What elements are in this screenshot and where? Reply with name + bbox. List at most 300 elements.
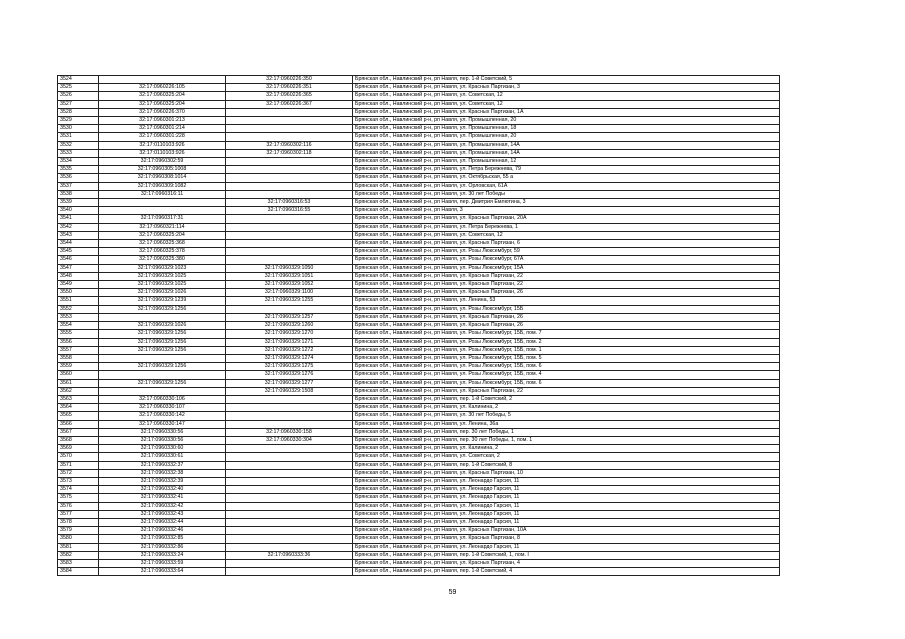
address-cell: Брянская обл., Навлинский р-н, рп Навля, пер. Дмитрия Емлютина, 3 (353, 199, 780, 207)
object-number-cell: 32:17:0960316:53 (226, 199, 353, 207)
row-number-cell: 3565 (58, 412, 99, 420)
address-cell: Брянская обл., Навлинский р-н, рп Навля, ул. Розы Люксембург, 15Б, пом. 4 (353, 371, 780, 379)
table-row (58, 543, 780, 551)
address-cell: Брянская обл., Навлинский р-н, рп Навля, ул. Красных Партизан, 3 (353, 84, 780, 92)
row-number-cell: 3566 (58, 420, 99, 428)
parcel-number-cell: 32:17:0960330:61 (99, 453, 226, 461)
row-number-cell: 3568 (58, 436, 99, 444)
table-row (58, 141, 780, 149)
address-cell: Брянская обл., Навлинский р-н, рп Навля, ул. Красных Партизан, 10 (353, 469, 780, 477)
object-number-cell (226, 559, 353, 567)
object-number-cell: 32:17:0960226:367 (226, 100, 353, 108)
address-cell: Брянская обл., Навлинский р-н, рп Навля, ул. Розы Люксембург, 15Б, пом. 2 (353, 338, 780, 346)
row-number-cell: 3540 (58, 207, 99, 215)
object-number-cell (226, 133, 353, 141)
row-number-cell: 3553 (58, 313, 99, 321)
page-number: 59 (448, 589, 457, 596)
row-number-cell: 3563 (58, 395, 99, 403)
object-number-cell: 32:17:0960329:1255 (226, 297, 353, 305)
table-row (58, 371, 780, 379)
object-number-cell: 32:17:0960329:1052 (226, 281, 353, 289)
row-number-cell: 3545 (58, 248, 99, 256)
address-cell: Брянская обл., Навлинский р-н, рп Навля, ул. Промышленная, 14А (353, 141, 780, 149)
parcel-number-cell (99, 199, 226, 207)
table-row (58, 158, 780, 166)
table-row (58, 313, 780, 321)
address-cell: Брянская обл., Навлинский р-н, рп Навля, пер. 1-й Советский, 5 (353, 76, 780, 84)
parcel-number-cell: 32:17:0960329:1023 (99, 264, 226, 272)
parcel-number-cell: 32:17:0960332:43 (99, 510, 226, 518)
address-cell: Брянская обл., Навлинский р-н, рп Навля, ул. Розы Люксембург, 15Б, пом. 6 (353, 379, 780, 387)
table-row (58, 149, 780, 157)
row-number-cell: 3584 (58, 568, 99, 576)
parcel-number-cell: 32:17:0110103:926 (99, 141, 226, 149)
parcel-number-cell: 32:17:0960321:114 (99, 223, 226, 231)
table-row (58, 108, 780, 116)
parcel-number-cell (99, 207, 226, 215)
parcel-number-cell: 32:17:0960316:11 (99, 190, 226, 198)
object-number-cell (226, 461, 353, 469)
object-number-cell: 32:17:0960329:1100 (226, 289, 353, 297)
row-number-cell: 3556 (58, 338, 99, 346)
parcel-number-cell: 32:17:0960332:86 (99, 543, 226, 551)
table-row (58, 477, 780, 485)
address-cell: Брянская обл., Навлинский р-н, рп Навля, 3 (353, 207, 780, 215)
row-number-cell: 3562 (58, 387, 99, 395)
row-number-cell: 3524 (58, 76, 99, 84)
row-number-cell: 3539 (58, 199, 99, 207)
table-row (58, 231, 780, 239)
table-row (58, 215, 780, 223)
row-number-cell: 3548 (58, 272, 99, 280)
table-row (58, 494, 780, 502)
parcel-number-cell: 32:17:0960332:38 (99, 469, 226, 477)
parcel-number-cell: 32:17:0960330:56 (99, 436, 226, 444)
address-cell: Брянская обл., Навлинский р-н, рп Навля, ул. Красных Партизан, 22 (353, 272, 780, 280)
table-row (58, 76, 780, 84)
parcel-number-cell (99, 387, 226, 395)
parcel-number-cell: 32:17:0960329:1256 (99, 346, 226, 354)
table-row (58, 420, 780, 428)
parcel-number-cell: 32:17:0960332:46 (99, 527, 226, 535)
table-row (58, 223, 780, 231)
parcel-number-cell: 32:17:0960330:107 (99, 404, 226, 412)
object-number-cell: 32:17:0960330:304 (226, 436, 353, 444)
row-number-cell: 3573 (58, 477, 99, 485)
parcel-number-cell: 32:17:0960329:1256 (99, 305, 226, 313)
table-row (58, 502, 780, 510)
object-number-cell (226, 240, 353, 248)
address-cell: Брянская обл., Навлинский р-н, рп Навля, ул. Советская, 12 (353, 92, 780, 100)
row-number-cell: 3567 (58, 428, 99, 436)
address-cell: Брянская обл., Навлинский р-н, рп Навля, ул. Леонардо Гарсия, 11 (353, 494, 780, 502)
table-row (58, 445, 780, 453)
parcel-number-cell: 32:17:0960329:1025 (99, 281, 226, 289)
parcel-number-cell: 32:17:0960226:105 (99, 84, 226, 92)
object-number-cell (226, 256, 353, 264)
address-cell: Брянская обл., Навлинский р-н, рп Навля, ул. Советская, 2 (353, 453, 780, 461)
table-row (58, 207, 780, 215)
parcel-number-cell (99, 354, 226, 362)
address-cell: Брянская обл., Навлинский р-н, рп Навля, ул. Розы Люксембург, 15Б, пом. 7 (353, 330, 780, 338)
row-number-cell: 3583 (58, 559, 99, 567)
object-number-cell: 32:17:0960329:1051 (226, 272, 353, 280)
row-number-cell: 3543 (58, 231, 99, 239)
table-row (58, 240, 780, 248)
address-cell: Брянская обл., Навлинский р-н, рп Навля, ул. 30 лет Победы (353, 190, 780, 198)
table-row (58, 84, 780, 92)
object-number-cell: 32:17:0960329:1050 (226, 264, 353, 272)
row-number-cell: 3547 (58, 264, 99, 272)
parcel-number-cell: 32:17:0960325:204 (99, 100, 226, 108)
table-row (58, 92, 780, 100)
object-number-cell (226, 117, 353, 125)
parcel-number-cell (99, 76, 226, 84)
object-number-cell: 32:17:0960302:118 (226, 149, 353, 157)
table-row (58, 527, 780, 535)
address-cell: Брянская обл., Навлинский р-н, рп Навля, ул. Красных Партизан, 10А (353, 527, 780, 535)
address-cell: Брянская обл., Навлинский р-н, рп Навля, ул. Красных Партизан, 22 (353, 281, 780, 289)
parcel-number-cell: 32:17:0960329:1256 (99, 363, 226, 371)
object-number-cell (226, 231, 353, 239)
table-row (58, 461, 780, 469)
parcel-number-cell: 32:17:0960226:370 (99, 108, 226, 116)
parcel-number-cell: 32:17:0960329:1256 (99, 379, 226, 387)
table-row (58, 174, 780, 182)
object-number-cell: 32:17:0960316:55 (226, 207, 353, 215)
row-number-cell: 3538 (58, 190, 99, 198)
object-number-cell (226, 477, 353, 485)
address-cell: Брянская обл., Навлинский р-н, рп Навля, ул. Красных Партизан, 8 (353, 535, 780, 543)
object-number-cell (226, 453, 353, 461)
object-number-cell: 32:17:0960329:1270 (226, 330, 353, 338)
row-number-cell: 3532 (58, 141, 99, 149)
object-number-cell: 32:17:0960329:1275 (226, 363, 353, 371)
parcel-number-cell: 32:17:0960332:39 (99, 477, 226, 485)
row-number-cell: 3574 (58, 486, 99, 494)
parcel-number-cell: 32:17:0960329:1026 (99, 289, 226, 297)
address-cell: Брянская обл., Навлинский р-н, рп Навля, ул. Промышленная, 20 (353, 133, 780, 141)
row-number-cell: 3578 (58, 518, 99, 526)
address-cell: Брянская обл., Навлинский р-н, рп Навля, ул. Красных Партизан, 1А (353, 108, 780, 116)
row-number-cell: 3529 (58, 117, 99, 125)
object-number-cell (226, 215, 353, 223)
object-number-cell: 32:17:0960329:1260 (226, 322, 353, 330)
table-row (58, 428, 780, 436)
parcel-number-cell: 32:17:0110103:926 (99, 149, 226, 157)
row-number-cell: 3581 (58, 543, 99, 551)
object-number-cell: 32:17:0960329:1272 (226, 346, 353, 354)
object-number-cell (226, 108, 353, 116)
table-row (58, 338, 780, 346)
address-cell: Брянская обл., Навлинский р-н, рп Навля, ул. Орловская, 61А (353, 182, 780, 190)
table-row (58, 125, 780, 133)
address-cell: Брянская обл., Навлинский р-н, рп Навля, ул. Калинина, 2 (353, 445, 780, 453)
row-number-cell: 3555 (58, 330, 99, 338)
object-number-cell (226, 404, 353, 412)
row-number-cell: 3533 (58, 149, 99, 157)
object-number-cell (226, 158, 353, 166)
table-row (58, 330, 780, 338)
address-cell: Брянская обл., Навлинский р-н, рп Навля, ул. Красных Партизан, 22 (353, 387, 780, 395)
address-cell: Брянская обл., Навлинский р-н, рп Навля, пер. 1-й Советский, 4 (353, 568, 780, 576)
address-cell: Брянская обл., Навлинский р-н, рп Навля, ул. Промышленная, 20 (353, 117, 780, 125)
address-cell: Брянская обл., Навлинский р-н, рп Навля, ул. Советская, 12 (353, 100, 780, 108)
address-cell: Брянская обл., Навлинский р-н, рп Навля, ул. Розы Люксембург, 15Б, пом. 6 (353, 363, 780, 371)
table-row (58, 387, 780, 395)
address-cell: Брянская обл., Навлинский р-н, рп Навля, ул. Промышленная, 12 (353, 158, 780, 166)
parcel-number-cell: 32:17:0960332:37 (99, 461, 226, 469)
address-cell: Брянская обл., Навлинский р-н, рп Навля, ул. Розы Люксембург, 15А (353, 264, 780, 272)
object-number-cell (226, 420, 353, 428)
object-number-cell (226, 182, 353, 190)
row-number-cell: 3572 (58, 469, 99, 477)
row-number-cell: 3569 (58, 445, 99, 453)
object-number-cell: 32:17:0960226:351 (226, 84, 353, 92)
parcel-number-cell: 32:17:0960333:59 (99, 559, 226, 567)
parcel-number-cell: 32:17:0960325:204 (99, 92, 226, 100)
row-number-cell: 3544 (58, 240, 99, 248)
row-number-cell: 3526 (58, 92, 99, 100)
parcel-number-cell (99, 313, 226, 321)
parcel-number-cell: 32:17:0960332:40 (99, 486, 226, 494)
table-row (58, 379, 780, 387)
table-row (58, 199, 780, 207)
table-row (58, 264, 780, 272)
object-number-cell (226, 305, 353, 313)
address-cell: Брянская обл., Навлинский р-н, рп Навля, ул. Промышленная, 14А (353, 149, 780, 157)
parcel-number-cell: 32:17:0960330:56 (99, 428, 226, 436)
address-cell: Брянская обл., Навлинский р-н, рп Навля, ул. Петра Бережнева, 1 (353, 223, 780, 231)
row-number-cell: 3550 (58, 289, 99, 297)
object-number-cell (226, 174, 353, 182)
parcel-number-cell: 32:17:0960329:1239 (99, 297, 226, 305)
row-number-cell: 3576 (58, 502, 99, 510)
table-row (58, 486, 780, 494)
object-number-cell (226, 535, 353, 543)
object-number-cell (226, 502, 353, 510)
row-number-cell: 3561 (58, 379, 99, 387)
address-cell: Брянская обл., Навлинский р-н, рп Навля, ул. Леонардо Гарсия, 11 (353, 518, 780, 526)
address-cell: Брянская обл., Навлинский р-н, рп Навля, ул. Леонардо Гарсия, 11 (353, 502, 780, 510)
table-row (58, 322, 780, 330)
object-number-cell: 32:17:0960329:1508 (226, 387, 353, 395)
parcel-number-cell: 32:17:0960305:1008 (99, 166, 226, 174)
address-cell: Брянская обл., Навлинский р-н, рп Навля, ул. Розы Люксембург, 59 (353, 248, 780, 256)
address-cell: Брянская обл., Навлинский р-н, рп Навля, пер. 1-й Советский, 8 (353, 461, 780, 469)
object-number-cell: 32:17:0960329:1277 (226, 379, 353, 387)
row-number-cell: 3549 (58, 281, 99, 289)
object-number-cell (226, 395, 353, 403)
parcel-number-cell: 32:17:0960317:31 (99, 215, 226, 223)
object-number-cell (226, 166, 353, 174)
row-number-cell: 3577 (58, 510, 99, 518)
table-row (58, 551, 780, 559)
row-number-cell: 3535 (58, 166, 99, 174)
parcel-number-cell: 32:17:0960333:24 (99, 551, 226, 559)
object-number-cell (226, 248, 353, 256)
parcel-number-cell (99, 371, 226, 379)
object-number-cell (226, 469, 353, 477)
table-row (58, 453, 780, 461)
address-cell: Брянская обл., Навлинский р-н, рп Навля, ул. Леонардо Гарсия, 11 (353, 486, 780, 494)
object-number-cell (226, 445, 353, 453)
parcel-number-cell: 32:17:0960330:147 (99, 420, 226, 428)
object-number-cell: 32:17:0960329:1274 (226, 354, 353, 362)
parcel-number-cell: 32:17:0960332:85 (99, 535, 226, 543)
address-cell: Брянская обл., Навлинский р-н, рп Навля, ул. Промышленная, 18 (353, 125, 780, 133)
address-cell: Брянская обл., Навлинский р-н, рп Навля, ул. Октябрьская, 55 а (353, 174, 780, 182)
address-cell: Брянская обл., Навлинский р-н, рп Навля, ул. Красных Партизан, 26 (353, 313, 780, 321)
address-cell: Брянская обл., Навлинский р-н, рп Навля, ул. Розы Люксембург, 67А (353, 256, 780, 264)
table-row (58, 363, 780, 371)
table-row (58, 559, 780, 567)
object-number-cell (226, 527, 353, 535)
address-cell: Брянская обл., Навлинский р-н, рп Навля, ул. Красных Партизан, 26 (353, 289, 780, 297)
parcel-number-cell: 32:17:0960332:41 (99, 494, 226, 502)
table-row (58, 404, 780, 412)
address-cell: Брянская обл., Навлинский р-н, рп Навля, ул. Петра Бережнева, 79 (353, 166, 780, 174)
parcel-number-cell: 32:17:0960329:1256 (99, 338, 226, 346)
object-number-cell: 32:17:0960329:1276 (226, 371, 353, 379)
row-number-cell: 3582 (58, 551, 99, 559)
address-cell: Брянская обл., Навлинский р-н, рп Навля, пер. 30 лет Победы, 1 (353, 428, 780, 436)
object-number-cell (226, 543, 353, 551)
table-row (58, 297, 780, 305)
parcel-number-cell: 32:17:0960302:59 (99, 158, 226, 166)
object-number-cell: 32:17:0960226:365 (226, 92, 353, 100)
address-cell: Брянская обл., Навлинский р-н, рп Навля, ул. Леонардо Гарсия, 11 (353, 543, 780, 551)
parcel-number-cell: 32:17:0960309:1082 (99, 182, 226, 190)
address-cell: Брянская обл., Навлинский р-н, рп Навля, ул. 30 лет Победы, 5 (353, 412, 780, 420)
table-row (58, 568, 780, 576)
row-number-cell: 3564 (58, 404, 99, 412)
row-number-cell: 3531 (58, 133, 99, 141)
object-number-cell: 32:17:0960333:36 (226, 551, 353, 559)
table-row (58, 133, 780, 141)
parcel-number-cell: 32:17:0960325:204 (99, 231, 226, 239)
address-cell: Брянская обл., Навлинский р-н, рп Навля, ул. Розы Люксембург, 15Б, пом. 1 (353, 346, 780, 354)
address-cell: Брянская обл., Навлинский р-н, рп Навля, ул. Красных Партизан, 4 (353, 559, 780, 567)
address-cell: Брянская обл., Навлинский р-н, рп Навля, пер. 1-й Советский, 2 (353, 395, 780, 403)
table-row (58, 182, 780, 190)
address-cell: Брянская обл., Навлинский р-н, рп Навля, ул. Красных Партизан, 6 (353, 240, 780, 248)
row-number-cell: 3551 (58, 297, 99, 305)
table-row (58, 469, 780, 477)
row-number-cell: 3546 (58, 256, 99, 264)
address-cell: Брянская обл., Навлинский р-н, рп Навля, пер. 30 лет Победы, 1, пом. 1 (353, 436, 780, 444)
parcel-number-cell: 32:17:0960329:1256 (99, 330, 226, 338)
object-number-cell: 32:17:0960330:158 (226, 428, 353, 436)
parcel-number-cell: 32:17:0960301:214 (99, 125, 226, 133)
parcel-number-cell: 32:17:0960325:368 (99, 240, 226, 248)
table-row (58, 289, 780, 297)
table-row (58, 305, 780, 313)
table-row (58, 436, 780, 444)
table-row (58, 354, 780, 362)
table-row (58, 100, 780, 108)
table-row (58, 190, 780, 198)
object-number-cell: 32:17:0960302:116 (226, 141, 353, 149)
table-row (58, 346, 780, 354)
row-number-cell: 3570 (58, 453, 99, 461)
table-row (58, 395, 780, 403)
table-row (58, 535, 780, 543)
row-number-cell: 3530 (58, 125, 99, 133)
object-number-cell: 32:17:0960329:1257 (226, 313, 353, 321)
row-number-cell: 3527 (58, 100, 99, 108)
object-number-cell (226, 412, 353, 420)
address-cell: Брянская обл., Навлинский р-н, рп Навля, ул. Леонардо Гарсия, 11 (353, 510, 780, 518)
parcel-number-cell: 32:17:0960329:1026 (99, 322, 226, 330)
address-cell: Брянская обл., Навлинский р-н, рп Навля, ул. Калинина, 2 (353, 404, 780, 412)
table-row (58, 412, 780, 420)
parcel-number-cell: 32:17:0960329:1025 (99, 272, 226, 280)
row-number-cell: 3534 (58, 158, 99, 166)
object-number-cell (226, 223, 353, 231)
object-number-cell: 32:17:0960226:350 (226, 76, 353, 84)
parcel-number-cell: 32:17:0960333:64 (99, 568, 226, 576)
parcel-number-cell: 32:17:0960332:44 (99, 518, 226, 526)
parcel-number-cell: 32:17:0960330:142 (99, 412, 226, 420)
row-number-cell: 3560 (58, 371, 99, 379)
object-number-cell (226, 568, 353, 576)
table-row (58, 166, 780, 174)
table-row (58, 248, 780, 256)
address-cell: Брянская обл., Навлинский р-н, рп Навля, ул. Леонардо Гарсия, 11 (353, 477, 780, 485)
address-cell: Брянская обл., Навлинский р-н, рп Навля, ул. Ленина, 36а (353, 420, 780, 428)
row-number-cell: 3554 (58, 322, 99, 330)
object-number-cell (226, 486, 353, 494)
object-number-cell (226, 518, 353, 526)
parcel-number-cell: 32:17:0960330:60 (99, 445, 226, 453)
row-number-cell: 3579 (58, 527, 99, 535)
table-row (58, 272, 780, 280)
parcel-number-cell: 32:17:0960325:380 (99, 256, 226, 264)
object-number-cell (226, 190, 353, 198)
object-number-cell: 32:17:0960329:1271 (226, 338, 353, 346)
row-number-cell: 3541 (58, 215, 99, 223)
address-cell: Брянская обл., Навлинский р-н, рп Навля, ул. Розы Люксембург, 15Б, пом. 5 (353, 354, 780, 362)
row-number-cell: 3528 (58, 108, 99, 116)
table-row (58, 281, 780, 289)
parcel-number-cell: 32:17:0960325:378 (99, 248, 226, 256)
parcel-number-cell: 32:17:0960330:106 (99, 395, 226, 403)
parcel-number-cell: 32:17:0960301:228 (99, 133, 226, 141)
row-number-cell: 3537 (58, 182, 99, 190)
row-number-cell: 3536 (58, 174, 99, 182)
object-number-cell (226, 510, 353, 518)
row-number-cell: 3559 (58, 363, 99, 371)
row-number-cell: 3552 (58, 305, 99, 313)
object-number-cell (226, 125, 353, 133)
address-cell: Брянская обл., Навлинский р-н, рп Навля, пер. 1-й Советский, 1, пом. I (353, 551, 780, 559)
table-row (58, 117, 780, 125)
table-row (58, 256, 780, 264)
row-number-cell: 3557 (58, 346, 99, 354)
row-number-cell: 3558 (58, 354, 99, 362)
object-number-cell (226, 494, 353, 502)
cadastral-table (57, 75, 780, 576)
address-cell: Брянская обл., Навлинский р-н, рп Навля, ул. Красных Партизан, 20А (353, 215, 780, 223)
parcel-number-cell: 32:17:0960301:213 (99, 117, 226, 125)
address-cell: Брянская обл., Навлинский р-н, рп Навля, ул. Советская, 12 (353, 231, 780, 239)
table-row (58, 518, 780, 526)
row-number-cell: 3525 (58, 84, 99, 92)
address-cell: Брянская обл., Навлинский р-н, рп Навля, ул. Красных Партизан, 26 (353, 322, 780, 330)
parcel-number-cell: 32:17:0960332:42 (99, 502, 226, 510)
table-row (58, 510, 780, 518)
